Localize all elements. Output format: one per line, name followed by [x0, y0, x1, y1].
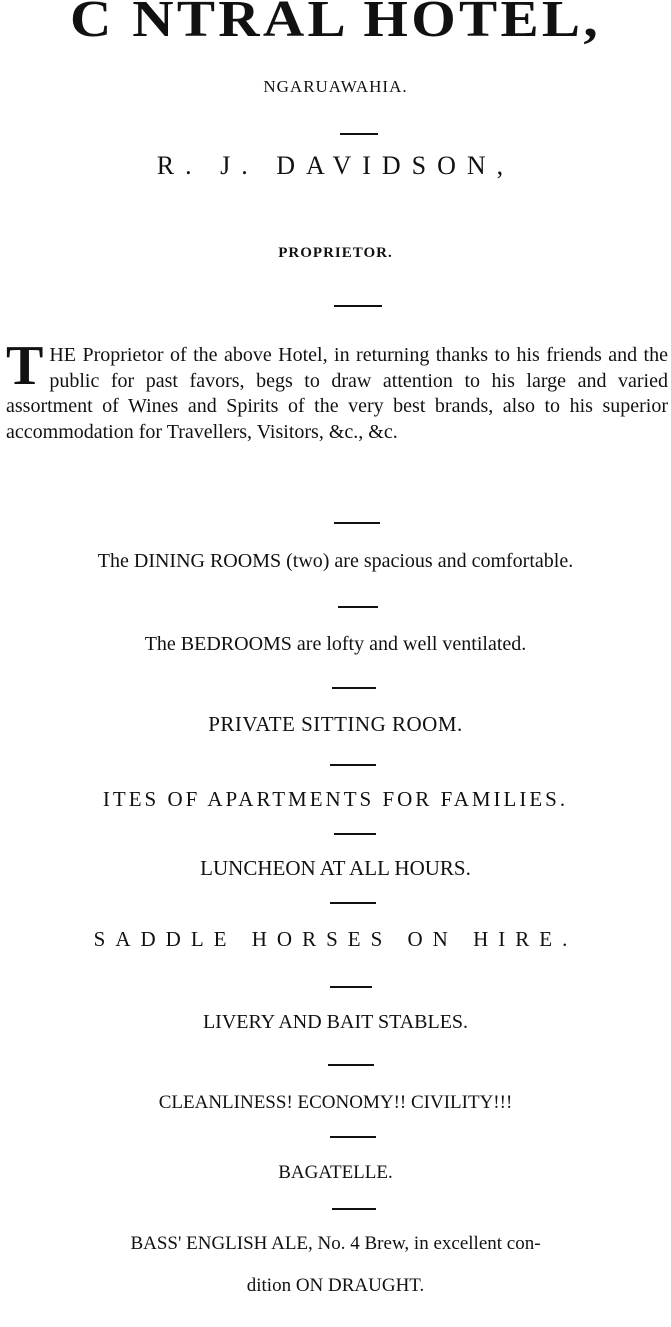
drop-cap: T — [6, 335, 44, 397]
divider-rule — [332, 1208, 376, 1210]
announcement-text: HE Proprietor of the above Hotel, in returning thanks to his friends and the public for past favors, begs to draw attention to his large and varied assortment of Wines and Spirits of the very best brands, also to his superior accommodation for Travellers, Visitors, &c., &c. — [6, 344, 668, 443]
bass-ale-line-1: BASS' ENGLISH ALE, No. 4 Brew, in excellent con- — [130, 1233, 541, 1254]
suites-line: ITES OF APARTMENTS FOR FAMILIES. — [102, 787, 569, 811]
bass-ale-line-2: dition ON DRAUGHT. — [246, 1275, 425, 1296]
hotel-title: C NTRAL HOTEL, — [70, 0, 601, 48]
bedrooms-line: The BEDROOMS are lofty and well ventilated. — [144, 633, 527, 655]
sitting-room-line: PRIVATE SITTING ROOM. — [208, 712, 463, 736]
luncheon-line: LUNCHEON AT ALL HOURS. — [200, 856, 471, 880]
divider-rule — [334, 305, 382, 307]
saddle-horses-line: SADDLE HORSES ON HIRE. — [93, 927, 578, 951]
proprietor-name: R. J. DAVIDSON, — [156, 151, 515, 180]
bagatelle-line: BAGATELLE. — [278, 1162, 393, 1183]
motto-line: CLEANLINESS! ECONOMY!! CIVILITY!!! — [158, 1092, 513, 1113]
divider-rule — [334, 833, 376, 835]
divider-rule — [328, 1064, 374, 1066]
divider-rule — [330, 902, 376, 904]
livery-stables-line: LIVERY AND BAIT STABLES. — [202, 1011, 469, 1033]
divider-rule — [332, 687, 376, 689]
town-name: NGARUAWAHIA. — [263, 77, 408, 96]
dining-rooms-line: The DINING ROOMS (two) are spacious and comfortable. — [97, 550, 574, 572]
proprietor-title: PROPRIETOR. — [278, 245, 393, 261]
announcement-paragraph — [6, 335, 668, 445]
divider-rule — [330, 986, 372, 988]
divider-rule — [330, 764, 376, 766]
divider-rule — [340, 133, 378, 135]
divider-rule — [338, 606, 378, 608]
divider-rule — [330, 1136, 376, 1138]
divider-rule — [334, 522, 380, 524]
